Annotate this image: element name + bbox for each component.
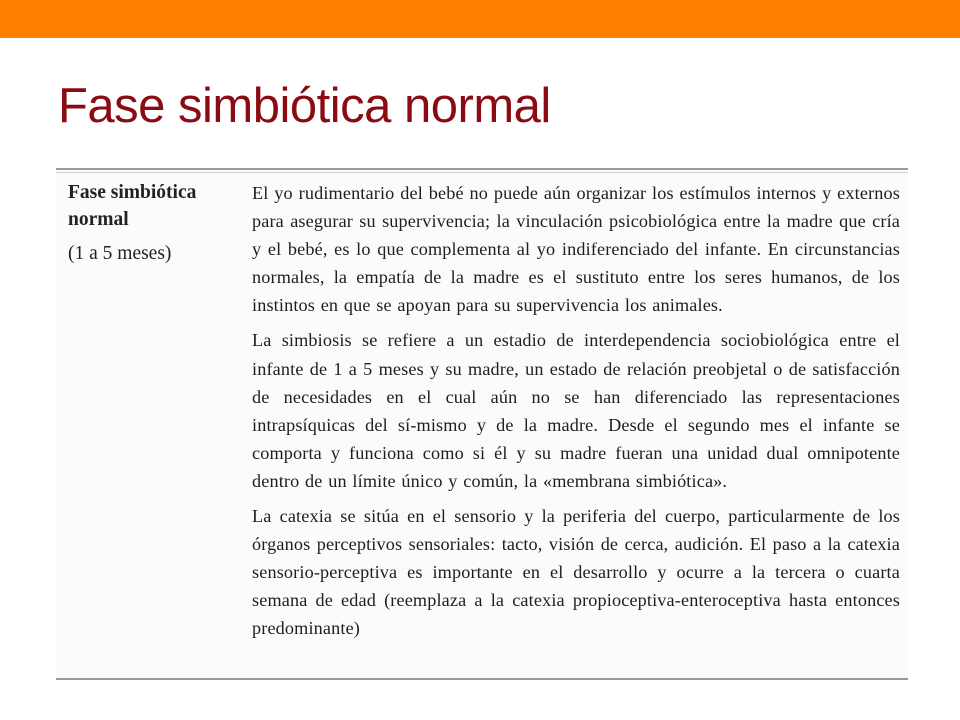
- description-column: [252, 179, 900, 650]
- scanned-table-image: [56, 168, 908, 680]
- term-column: [68, 179, 238, 267]
- term-name: Fase simbiótica normal: [68, 182, 197, 230]
- table-bottom-rule: [56, 678, 908, 680]
- description-paragraph: El yo rudimentario del bebé no puede aún organizar los estímulos internos y externos para asegurar su supervivencia; la vinculación psicobiológica entre la madre que cría y el bebé, es lo que complementa al yo indiferenciado del infante. En circunstancias normales, la empatía de la madre es el sustituto entre los seres humanos, de los instintos en que se apoyan para su supervivencia los animales.: [252, 183, 900, 316]
- table-top-rule: [56, 168, 908, 170]
- slide-title: Fase simbiótica normal: [58, 79, 551, 133]
- table-inner-rule: [56, 172, 908, 173]
- term-range: (1 a 5 meses): [68, 243, 172, 264]
- description-paragraph: La simbiosis se refiere a un estadio de interdependencia sociobiológica entre el infante de 1 a 5 meses y su madre, un estado de relación preobjetal o de satisfacción de necesidades en el cual aún no se han diferenciado las representaciones intrapsíquicas del sí-mismo y de la madre. Desde el segundo mes el infante se comporta y funciona como si él y su madre fueran una unidad dual omnipotente dentro de un límite único y común, la «membrana simbiótica».: [252, 330, 900, 491]
- description-paragraph: La catexia se sitúa en el sensorio y la periferia del cuerpo, particularmente de los órganos perceptivos sensoriales: tacto, visión de cerca, audición. El paso a la catexia sensorio-perceptiva es importante en el desarrollo y ocurre a la tercera o cuarta semana de edad (reemplaza a la catexia propioceptiva-enteroceptiva hasta entonces predominante): [252, 506, 900, 639]
- top-accent-bar: [0, 0, 960, 38]
